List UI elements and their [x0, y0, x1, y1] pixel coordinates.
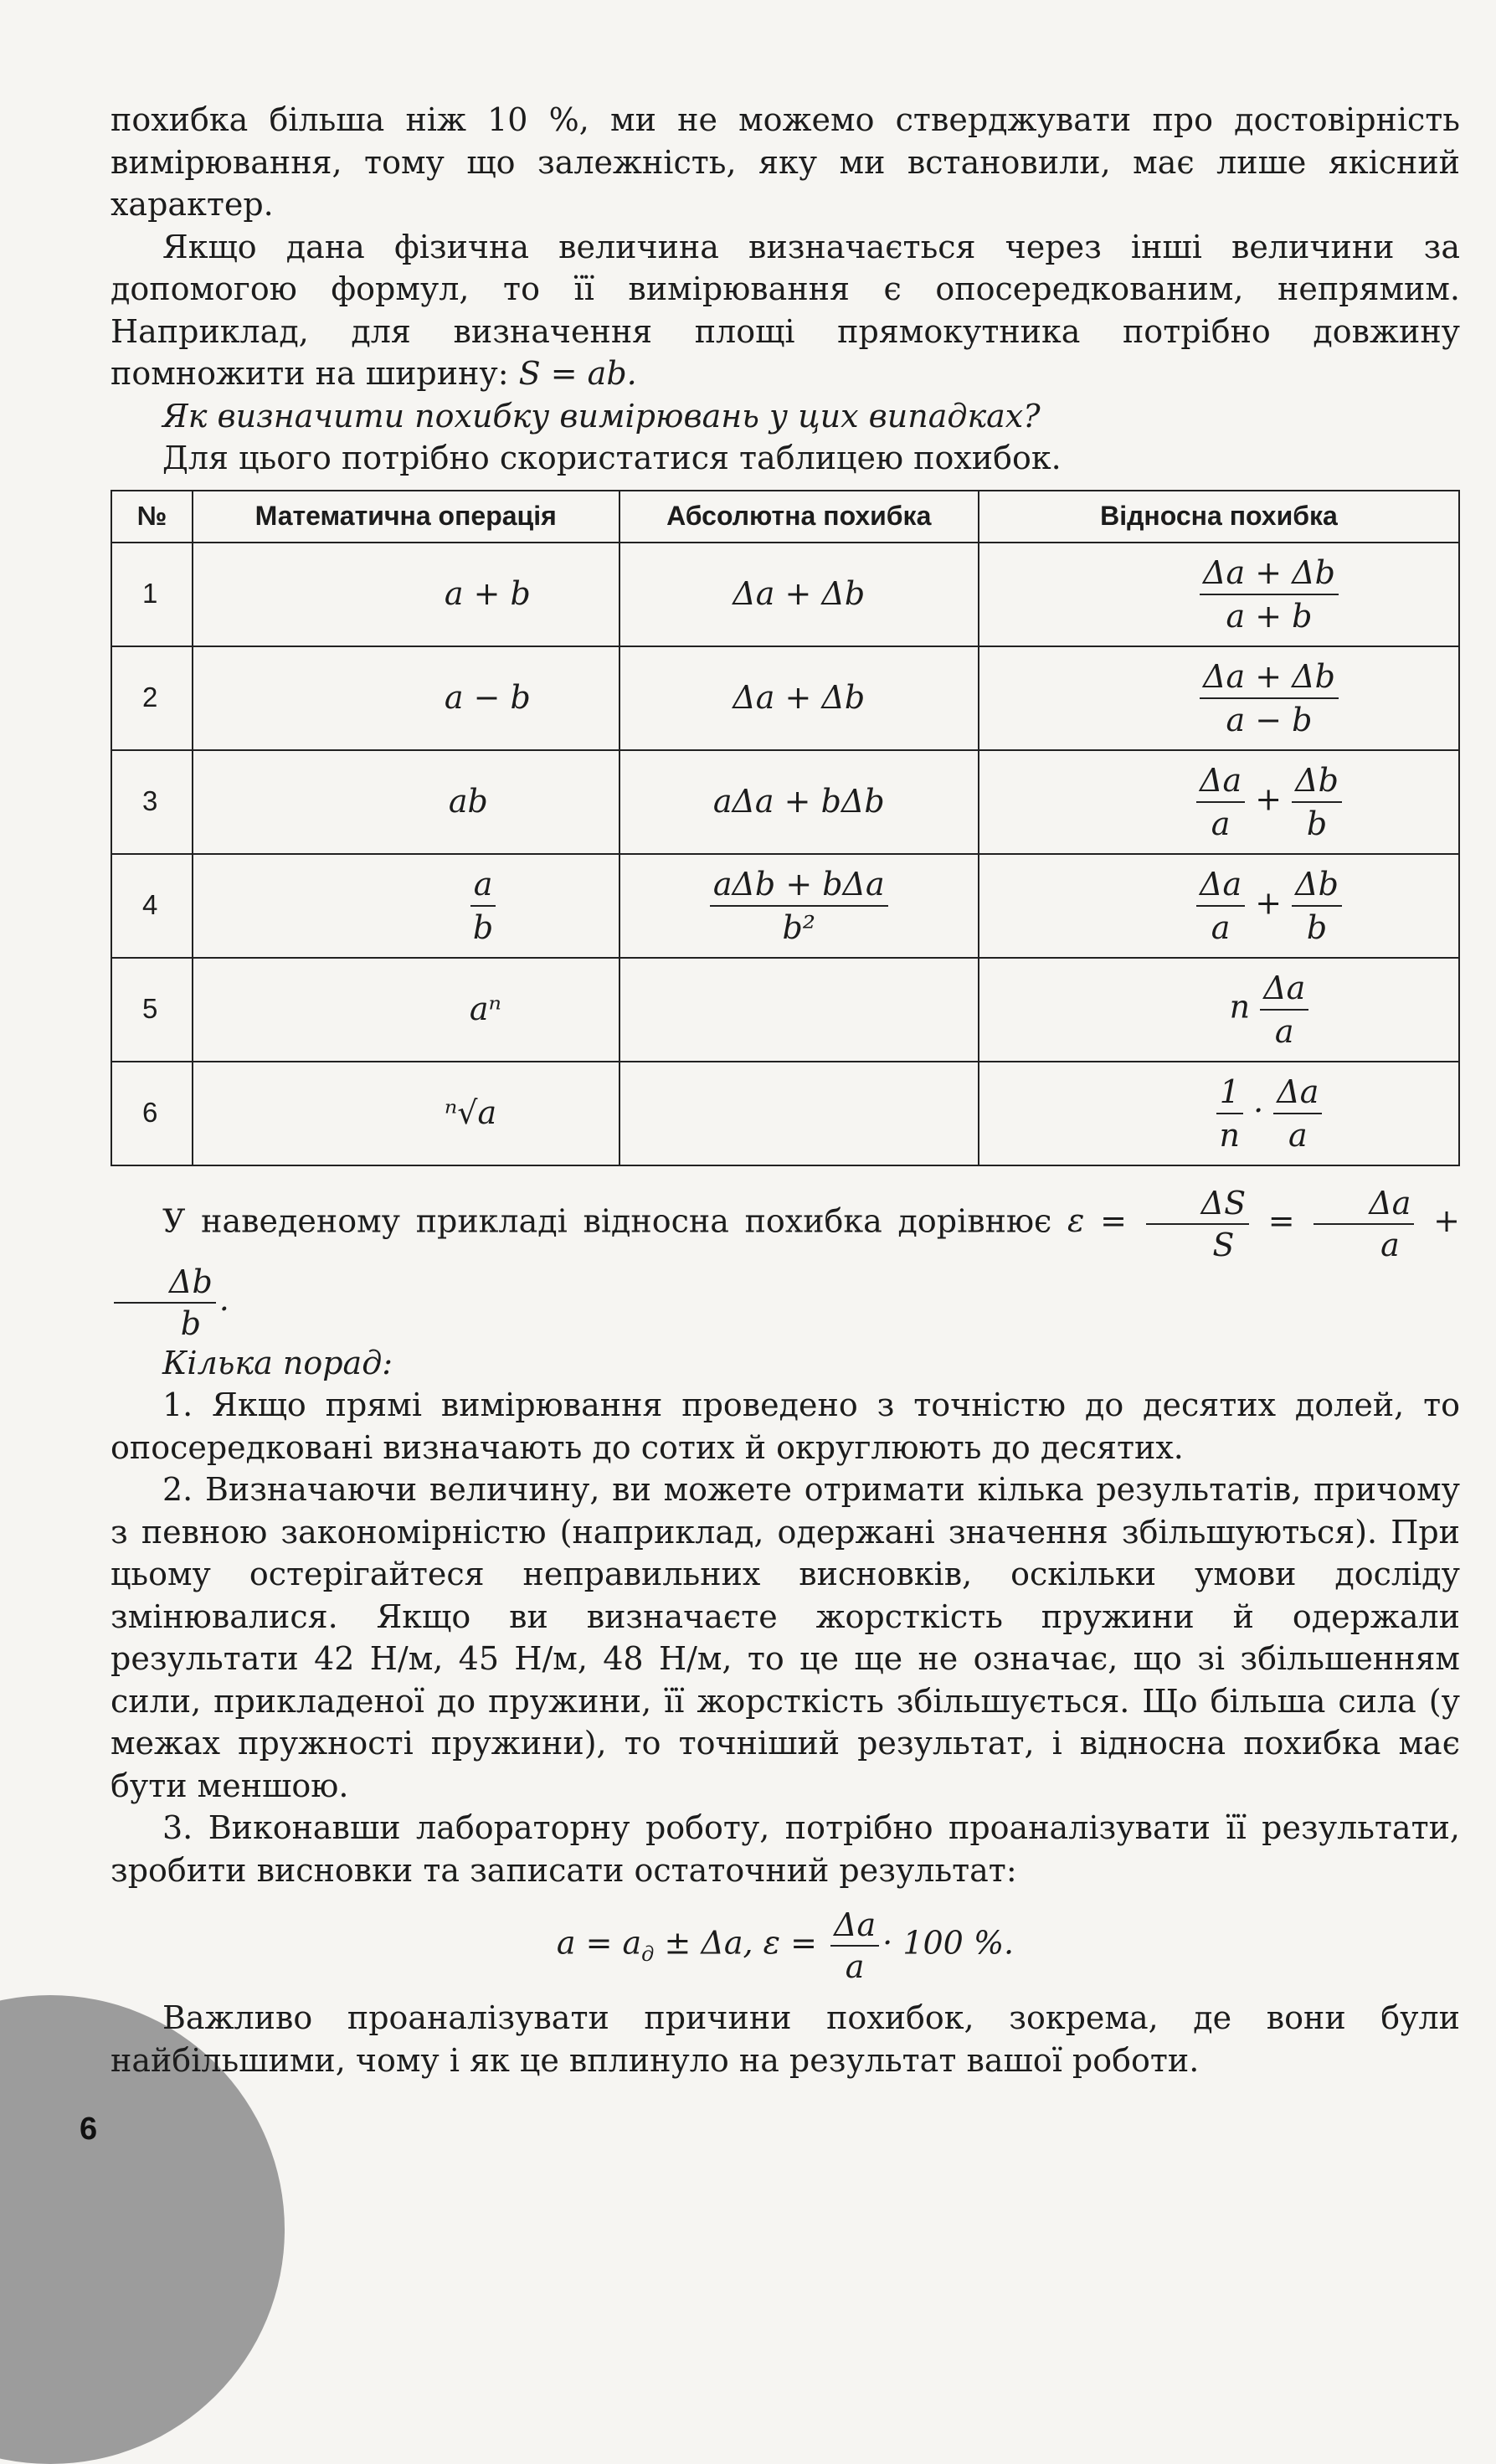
rel-denominator: a — [1274, 1012, 1294, 1050]
example-text: У наведеному прикладі відносна похибка дорівнює — [162, 1202, 1052, 1239]
final-formula-tail: · 100 %. — [882, 1924, 1015, 1962]
row-operation: aⁿ — [193, 958, 619, 1062]
row-relative — [979, 646, 1459, 750]
header-absolute: Абсолютна похибка — [619, 491, 979, 543]
abs-denominator: b² — [782, 908, 816, 946]
rel-a-numerator: 1 — [1216, 1073, 1243, 1114]
final-numerator: Δa — [830, 1906, 879, 1947]
rel-prefix: n — [1229, 988, 1251, 1025]
b-denominator: b — [180, 1304, 202, 1342]
S-denominator: S — [1212, 1226, 1235, 1263]
advice-heading: Кілька порад: — [162, 1344, 393, 1381]
row-operation: ab — [193, 750, 619, 854]
row-absolute: Δa + Δb — [619, 646, 979, 750]
rel-numerator: Δa + Δb — [1200, 658, 1339, 699]
row-relative — [979, 543, 1459, 646]
advice-1: 1. Якщо прямі вимірювання проведено з точністю до десятих долей, то опосередковані визначають до сотих й округлюють до десятих. — [111, 1386, 1460, 1466]
rel-denominator: a − b — [1226, 701, 1313, 738]
table-row — [111, 646, 1459, 750]
rel-a-denominator: a — [1211, 908, 1231, 946]
db-numerator: Δb — [114, 1263, 216, 1304]
rel-b-denominator: b — [1306, 908, 1328, 946]
header-num: № — [111, 491, 193, 543]
table-row — [111, 750, 1459, 854]
table-header — [111, 491, 1459, 543]
row-num: 2 — [111, 646, 193, 750]
table-row — [111, 854, 1459, 958]
rel-a-numerator: Δa — [1196, 866, 1245, 907]
table-row — [111, 1062, 1459, 1165]
rel-denominator: a + b — [1226, 597, 1313, 635]
table-intro: Для цього потрібно скористатися таблицею похибок. — [162, 440, 1062, 476]
final-formula-subscript: д — [641, 1942, 655, 1967]
row-operation: a − b — [193, 646, 619, 750]
row-absolute — [619, 1062, 979, 1165]
table-row — [111, 958, 1459, 1062]
dS-numerator: ΔS — [1146, 1185, 1249, 1225]
header-operation: Математична операція — [193, 491, 619, 543]
a-denominator: a — [1380, 1226, 1400, 1263]
final-formula-mid: ± Δa, ε = — [654, 1924, 817, 1962]
rel-b-denominator: b — [1306, 805, 1328, 842]
example-paragraph — [111, 1185, 1460, 1342]
rel-b-numerator: Δb — [1292, 866, 1342, 907]
row-relative: $\frac{\Delta a}{a}$ + $\frac{\Delta b}{b}$ — [979, 854, 1459, 958]
question: Як визначити похибку вимірювань у цих випадках? — [162, 397, 1041, 435]
advice-2: 2. Визначаючи величину, ви можете отримати кілька результатів, причому з певною закономірністю (наприклад, одержані значення збільшуються). При цьому остерігайтеся неправильних висновків, оскільки умови досліду змінювалися. Якщо ви визначаєте жорсткість пружини й одержали результати 42 Н/м, 45 Н/м, 48 Н/м, то це ще не означає, що зі збільшенням сили, прикладеної до пружини, її жорсткість збільшується. Що більша сила (у межах пружності пружини), то точніший результат, і відносна похибка має бути меншою. — [111, 1471, 1460, 1804]
final-formula — [111, 1906, 1460, 1985]
row-operation: ⁿ√a — [193, 1062, 619, 1165]
row-num: 1 — [111, 543, 193, 646]
rel-a-denominator: a — [1211, 805, 1231, 842]
op-denominator: b — [472, 908, 494, 946]
header-relative: Відносна похибка — [979, 491, 1459, 543]
table-row — [111, 543, 1459, 646]
rel-a-numerator: Δa — [1196, 762, 1245, 803]
paragraph-2 — [111, 226, 1460, 395]
final-formula-left: a = a — [556, 1924, 642, 1962]
da-numerator: Δa — [1313, 1185, 1414, 1225]
advice-3: 3. Виконавши лабораторну роботу, потрібно проаналізувати її результати, зробити висновки та записати остаточний результат: — [111, 1809, 1460, 1889]
epsilon-label: ε = — [1067, 1202, 1127, 1239]
rel-b-numerator: Δa — [1273, 1073, 1322, 1114]
row-num: 6 — [111, 1062, 193, 1165]
row-absolute — [619, 854, 979, 958]
row-num: 3 — [111, 750, 193, 854]
rel-a-denominator: n — [1219, 1116, 1241, 1154]
abs-numerator: aΔb + bΔa — [710, 866, 888, 907]
op-numerator: a — [470, 866, 496, 907]
row-operation — [193, 854, 619, 958]
conclusion: Важливо проаналізувати причини похибок, зокрема, де вони були найбільшими, чому і як це вплинуло на результат вашої роботи. — [111, 1999, 1460, 2079]
row-num: 5 — [111, 958, 193, 1062]
row-relative — [979, 958, 1459, 1062]
final-denominator: a — [845, 1948, 865, 1985]
row-num: 4 — [111, 854, 193, 958]
row-relative: $\frac{1}{n}$ · $\frac{\Delta a}{a}$ — [979, 1062, 1459, 1165]
rel-numerator: Δa + Δb — [1200, 554, 1339, 595]
rel-numerator: Δa — [1260, 970, 1308, 1011]
area-formula: S = ab. — [518, 355, 637, 392]
paragraph-1: похибка більша ніж 10 %, ми не можемо стверджувати про достовірність вимірювання, тому що залежність, яку ми встановили, має лише якісний характер. — [111, 101, 1460, 223]
rel-b-numerator: Δb — [1292, 762, 1342, 803]
error-table — [111, 490, 1460, 1166]
row-absolute: Δa + Δb — [619, 543, 979, 646]
row-operation: a + b — [193, 543, 619, 646]
page-number: 6 — [80, 2112, 98, 2147]
row-absolute: aΔa + bΔb — [619, 750, 979, 854]
example-formula: ε = $\frac{\Delta S}{S}$ = $\frac{\Delta a}{a}$ + $\frac{\Delta b}{b}$ . — [111, 1202, 1460, 1318]
rel-b-denominator: a — [1288, 1116, 1308, 1154]
page-content — [111, 99, 1460, 2081]
row-absolute — [619, 958, 979, 1062]
row-relative: $\frac{\Delta a}{a}$ + $\frac{\Delta b}{b}$ — [979, 750, 1459, 854]
paragraph-2-text: Якщо дана фізична величина визначається через інші величини за допомогою формул, то її вимірювання є опосередкованим, непрямим. Наприклад, для визначення площі прямокутника потрібно довжину помножити на ширину: — [111, 228, 1460, 392]
